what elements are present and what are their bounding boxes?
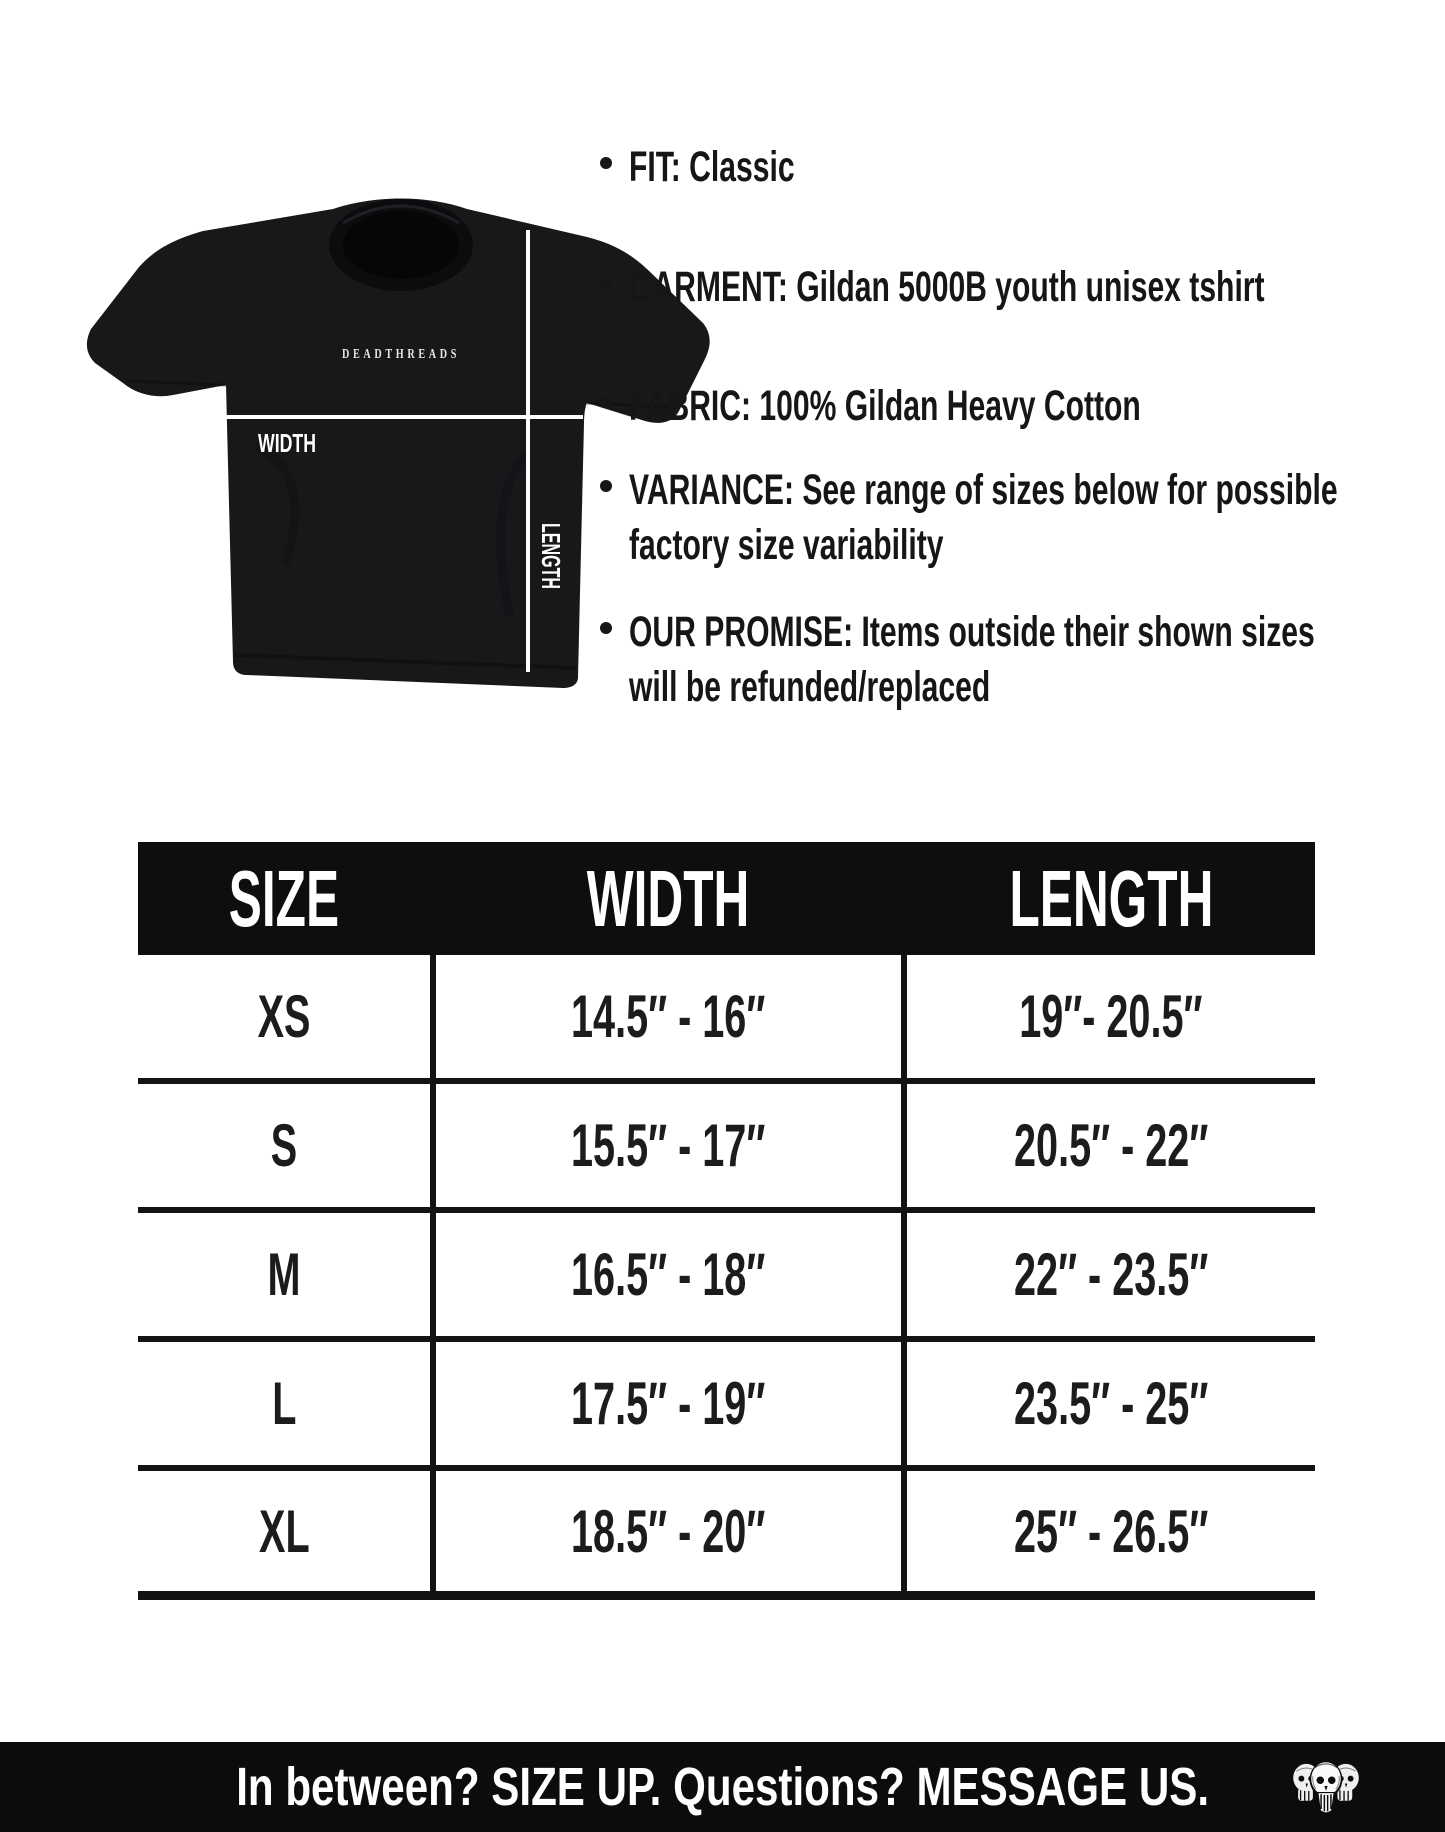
bullet-icon xyxy=(600,480,612,492)
shirt-brand-print: DEADTHREADS xyxy=(342,347,460,362)
width-cell: 16.5″ - 18″ xyxy=(430,1213,907,1336)
width-measure-label: WIDTH xyxy=(258,428,316,458)
list-item-variance xyxy=(600,463,1445,573)
length-cell: 20.5″ - 22″ xyxy=(1013,1112,1209,1179)
length-cell: 19″- 20.5″ xyxy=(1019,983,1203,1050)
length-cell: 25″ - 26.5″ xyxy=(1013,1497,1209,1565)
collar-opening xyxy=(343,211,459,279)
header-size: SIZE xyxy=(228,853,340,943)
product-details-list xyxy=(600,0,1400,760)
variance-text-line2: factory size variability xyxy=(629,521,944,569)
width-cell: 14.5″ - 16″ xyxy=(430,955,907,1078)
garment-text: GARMENT: Gildan 5000B youth unisex tshirt xyxy=(629,263,1265,311)
list-item-fabric xyxy=(600,379,1360,434)
three-skulls-logo-icon xyxy=(1285,1752,1367,1820)
bullet-icon xyxy=(600,622,612,634)
bullet-icon xyxy=(600,277,612,289)
list-item-garment xyxy=(600,260,1445,315)
size-cell: S xyxy=(270,1112,298,1179)
length-cell: 23.5″ - 25″ xyxy=(1013,1370,1209,1437)
length-measure-label: LENGTH xyxy=(536,523,566,630)
width-cell: 15.5″ - 17″ xyxy=(430,1084,907,1207)
table-row-xl xyxy=(138,1471,1315,1600)
bullet-icon xyxy=(600,157,612,169)
size-cell: XL xyxy=(258,1497,310,1565)
length-cell: 22″ - 23.5″ xyxy=(1013,1241,1209,1308)
variance-text-line1: VARIANCE: See range of sizes below for possible xyxy=(629,466,1338,514)
center-skull xyxy=(1310,1761,1343,1813)
size-cell: L xyxy=(271,1370,297,1437)
fabric-text: FABRIC: 100% Gildan Heavy Cotton xyxy=(629,382,1141,430)
promise-text-line2: will be refunded/replaced xyxy=(629,663,991,711)
footer-message: In between? SIZE UP. Questions? MESSAGE US. xyxy=(236,1757,1209,1817)
table-row-l xyxy=(138,1342,1315,1471)
table-row-m xyxy=(138,1213,1315,1342)
bullet-icon xyxy=(600,396,612,408)
table-row-s xyxy=(138,1084,1315,1213)
fit-text: FIT: Classic xyxy=(629,143,795,191)
width-cell: 18.5″ - 20″ xyxy=(430,1471,907,1591)
table-header-row xyxy=(138,842,1315,955)
list-item-promise xyxy=(600,605,1445,715)
promise-text-line1: OUR PROMISE: Items outside their shown sizes xyxy=(629,608,1315,656)
header-width: WIDTH xyxy=(587,853,750,943)
table-row-xs xyxy=(138,955,1315,1084)
size-cell: XS xyxy=(257,983,311,1050)
width-cell: 17.5″ - 19″ xyxy=(430,1342,907,1465)
header-length: LENGTH xyxy=(1009,853,1213,943)
size-chart-table xyxy=(138,842,1315,1600)
footer-bar xyxy=(0,1742,1445,1832)
size-cell: M xyxy=(267,1241,301,1308)
list-item-fit xyxy=(600,140,866,195)
